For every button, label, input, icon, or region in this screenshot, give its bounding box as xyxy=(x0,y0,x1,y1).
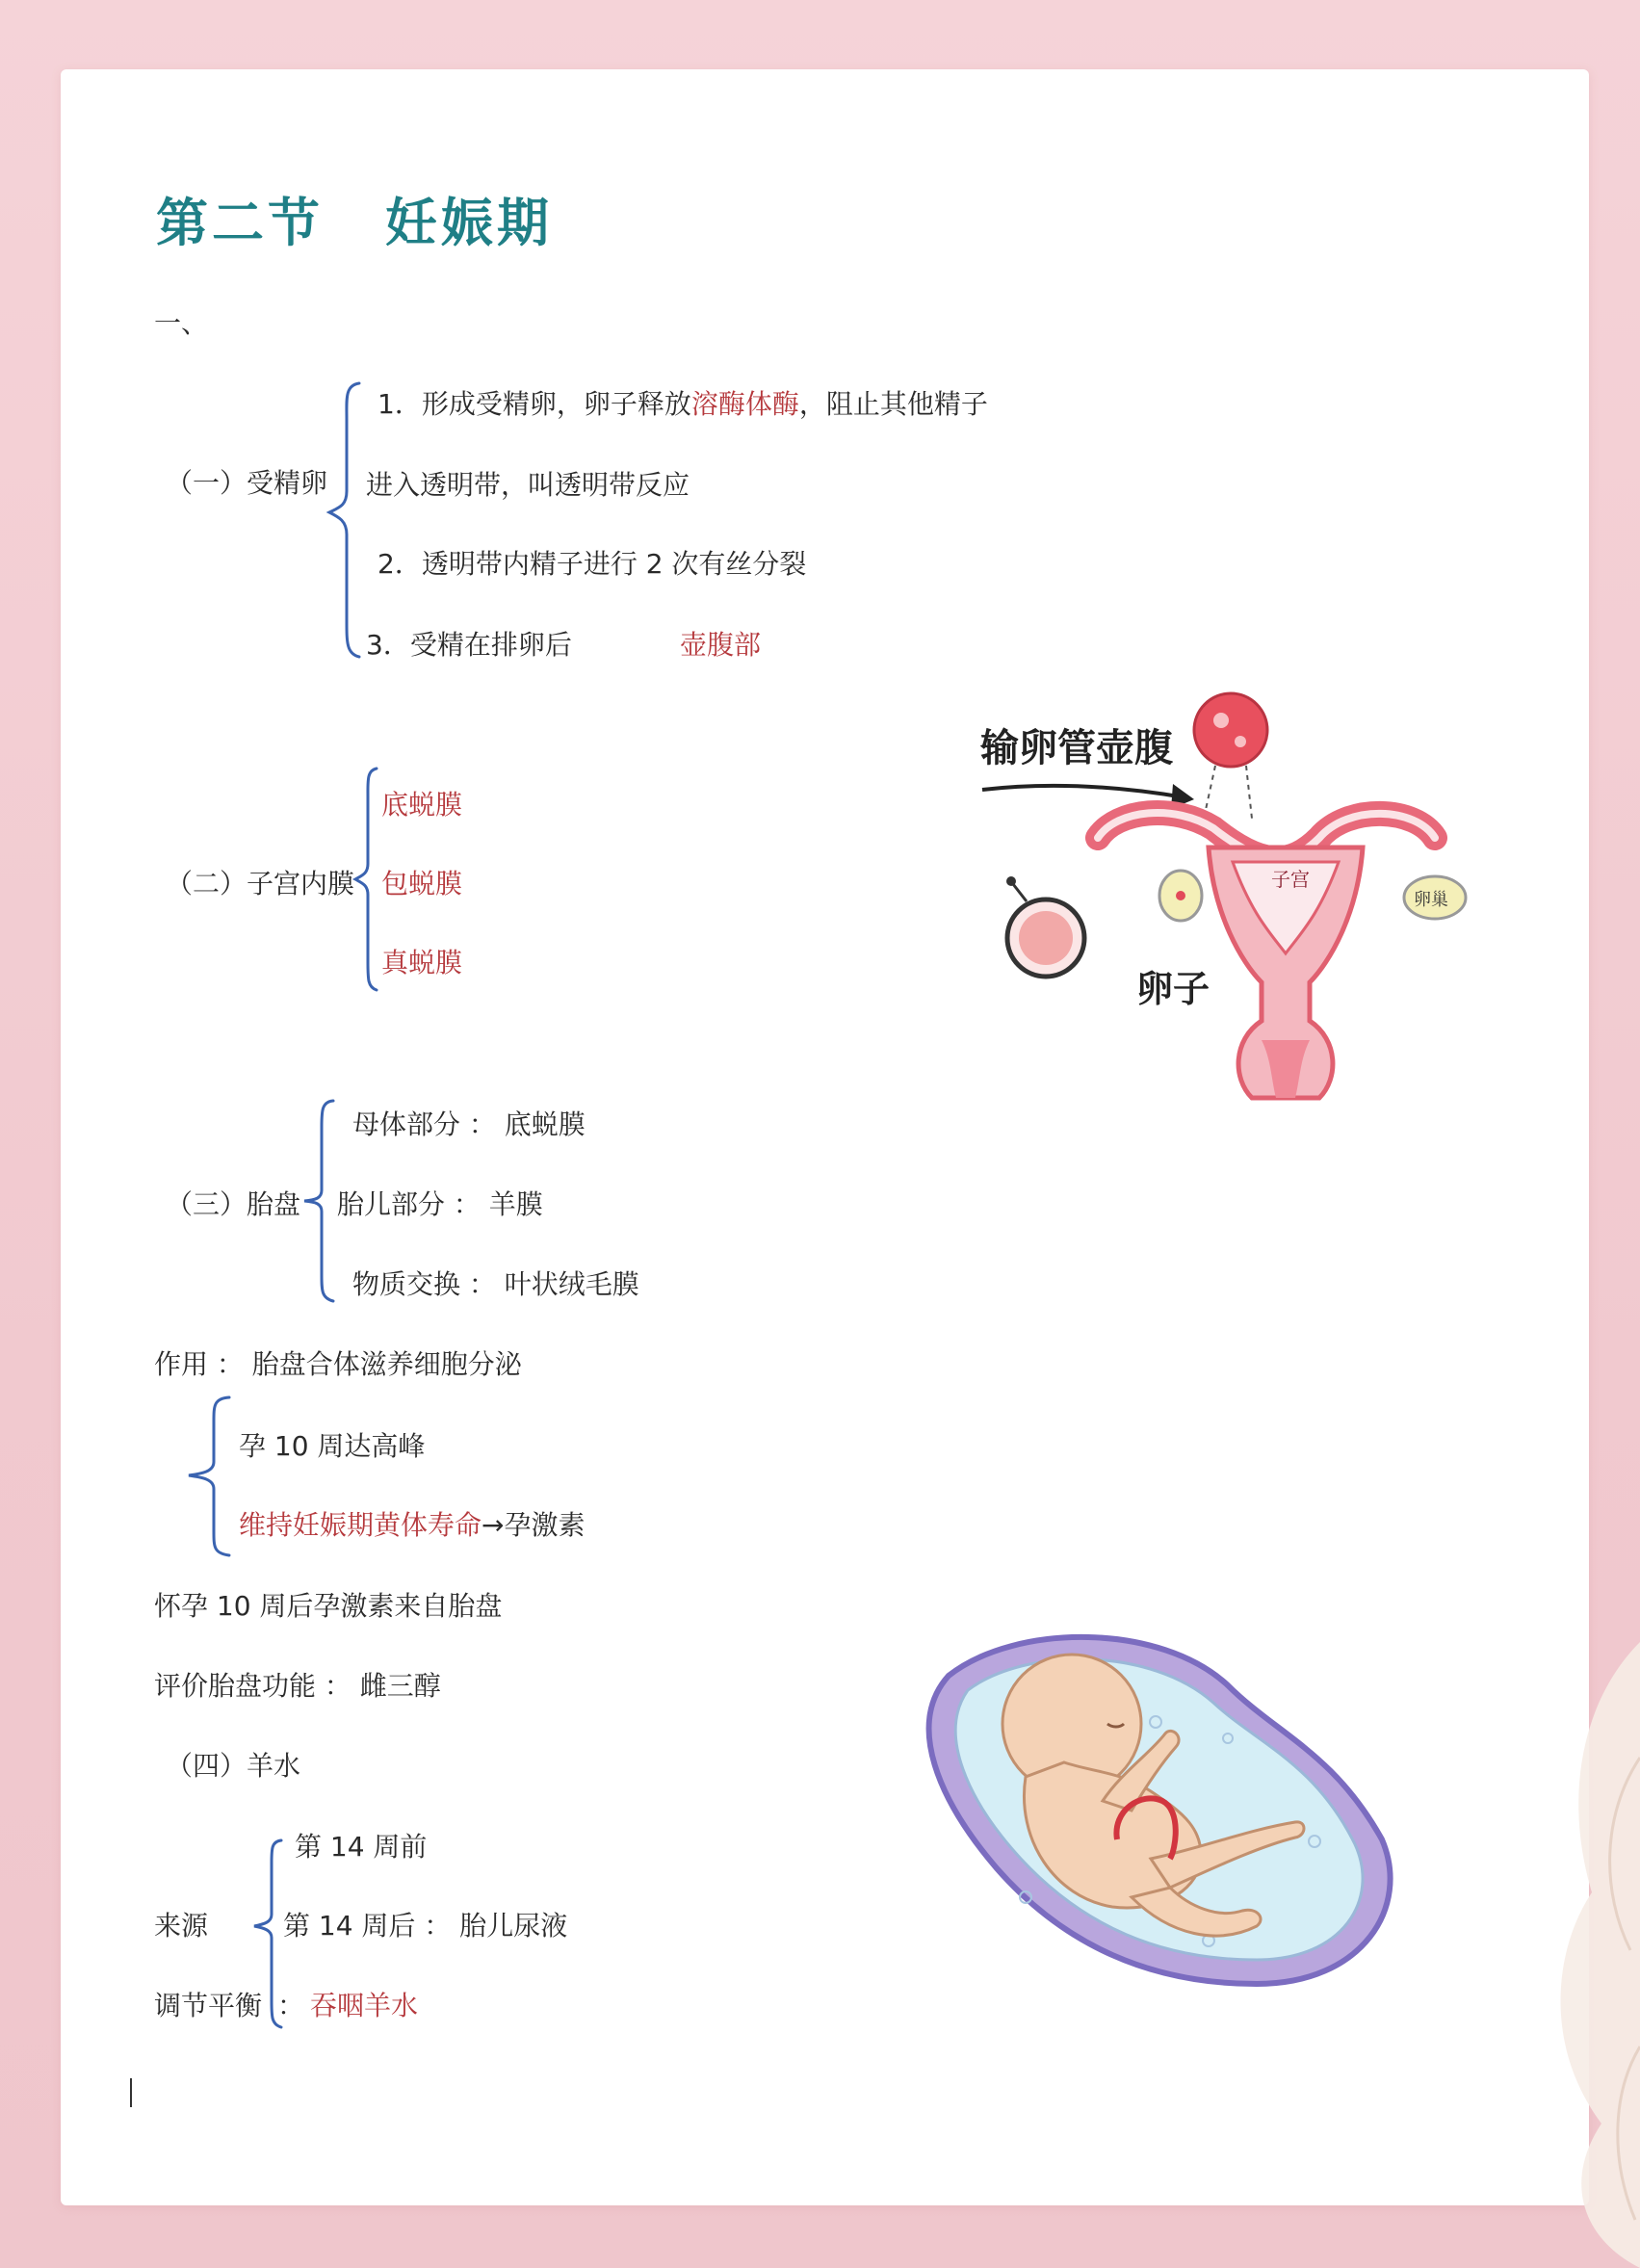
fetus-illustration xyxy=(910,1618,1401,2013)
placenta-evaluation: 评价胎盘功能 ： 雌三醇 xyxy=(154,1670,441,1702)
egg-label: 卵子 xyxy=(1136,967,1210,1010)
flower-decoration xyxy=(1524,1642,1640,2268)
brace-placenta xyxy=(300,1098,337,1304)
heading-one: 一、 xyxy=(154,307,209,339)
placenta-fetal: 胎儿部分 ： 羊膜 xyxy=(337,1188,543,1220)
hcg-peak: 孕 10 周达高峰 xyxy=(239,1430,426,1462)
fertilization-line-1-cont: 进入透明带，叫透明带反应 xyxy=(366,469,690,501)
progesterone-after-10-weeks: 怀孕 10 周后孕激素来自胎盘 xyxy=(154,1590,503,1622)
fertilized-egg-label: （一）受精卵 xyxy=(166,467,328,499)
endometrium-label: （二）子宫内膜 xyxy=(166,868,355,899)
maintain-corpus-luteum xyxy=(239,1508,585,1543)
section-number: 第二节 xyxy=(156,193,324,253)
pointer-arrow xyxy=(982,786,1184,797)
ampulla-highlight: 壶腹部 xyxy=(680,629,762,661)
fertilization-line-2: 2．透明带内精子进行 2 次有丝分裂 xyxy=(377,548,807,580)
decidua-basalis: 底蜕膜 xyxy=(381,789,463,821)
decidua-vera: 真蜕膜 xyxy=(381,947,463,978)
placenta-exchange: 物质交换 ： 叶状绒毛膜 xyxy=(352,1268,639,1300)
regulate-label: 调节平衡 xyxy=(154,1990,263,2021)
text-cursor xyxy=(130,2078,132,2107)
fertilization-text-b: ，阻止其他精子 xyxy=(798,388,988,420)
function-line: 作用 ： 胎盘合体滋养细胞分泌 xyxy=(154,1348,522,1380)
maintain-progesterone: →孕激素 xyxy=(482,1509,586,1541)
fallopian-ampulla-label: 输卵管壶腹 xyxy=(980,725,1173,770)
fertilization-line-1 xyxy=(377,387,988,422)
uterus-label: 子宫 xyxy=(1271,868,1310,891)
brace-function xyxy=(185,1395,233,1558)
swallow-amniotic-fluid: 吞咽羊水 xyxy=(310,1990,419,2021)
amniotic-source-label: 来源 xyxy=(154,1910,209,1942)
brace-fertilized-egg xyxy=(325,380,364,660)
maintain-highlight: 维持妊娠期黄体寿命 xyxy=(239,1509,482,1541)
ovary-label: 卵巢 xyxy=(1414,890,1448,910)
regulate-colon: ： xyxy=(277,1990,305,2021)
amniotic-before-14: 第 14 周前 xyxy=(295,1831,428,1863)
zygote-icon xyxy=(1194,693,1267,767)
page-title: 妊娠期 xyxy=(385,193,553,253)
fertilization-line-3-text: 3．受精在排卵后 xyxy=(366,629,572,661)
uterus-illustration xyxy=(973,674,1512,1108)
amniotic-after-14: 第 14 周后 ： 胎儿尿液 xyxy=(283,1910,568,1942)
brace-endometrium xyxy=(351,766,380,993)
decidua-capsularis: 包蜕膜 xyxy=(381,868,463,899)
placenta-maternal: 母体部分 ： 底蜕膜 xyxy=(352,1108,586,1140)
fertilization-line-3 xyxy=(366,628,572,663)
fertilization-text-a: 1．形成受精卵，卵子释放 xyxy=(377,388,691,420)
lysosome-enzyme-highlight: 溶酶体酶 xyxy=(690,388,799,420)
placenta-label: （三）胎盘 xyxy=(166,1188,301,1220)
amniotic-label: （四）羊水 xyxy=(166,1750,301,1782)
